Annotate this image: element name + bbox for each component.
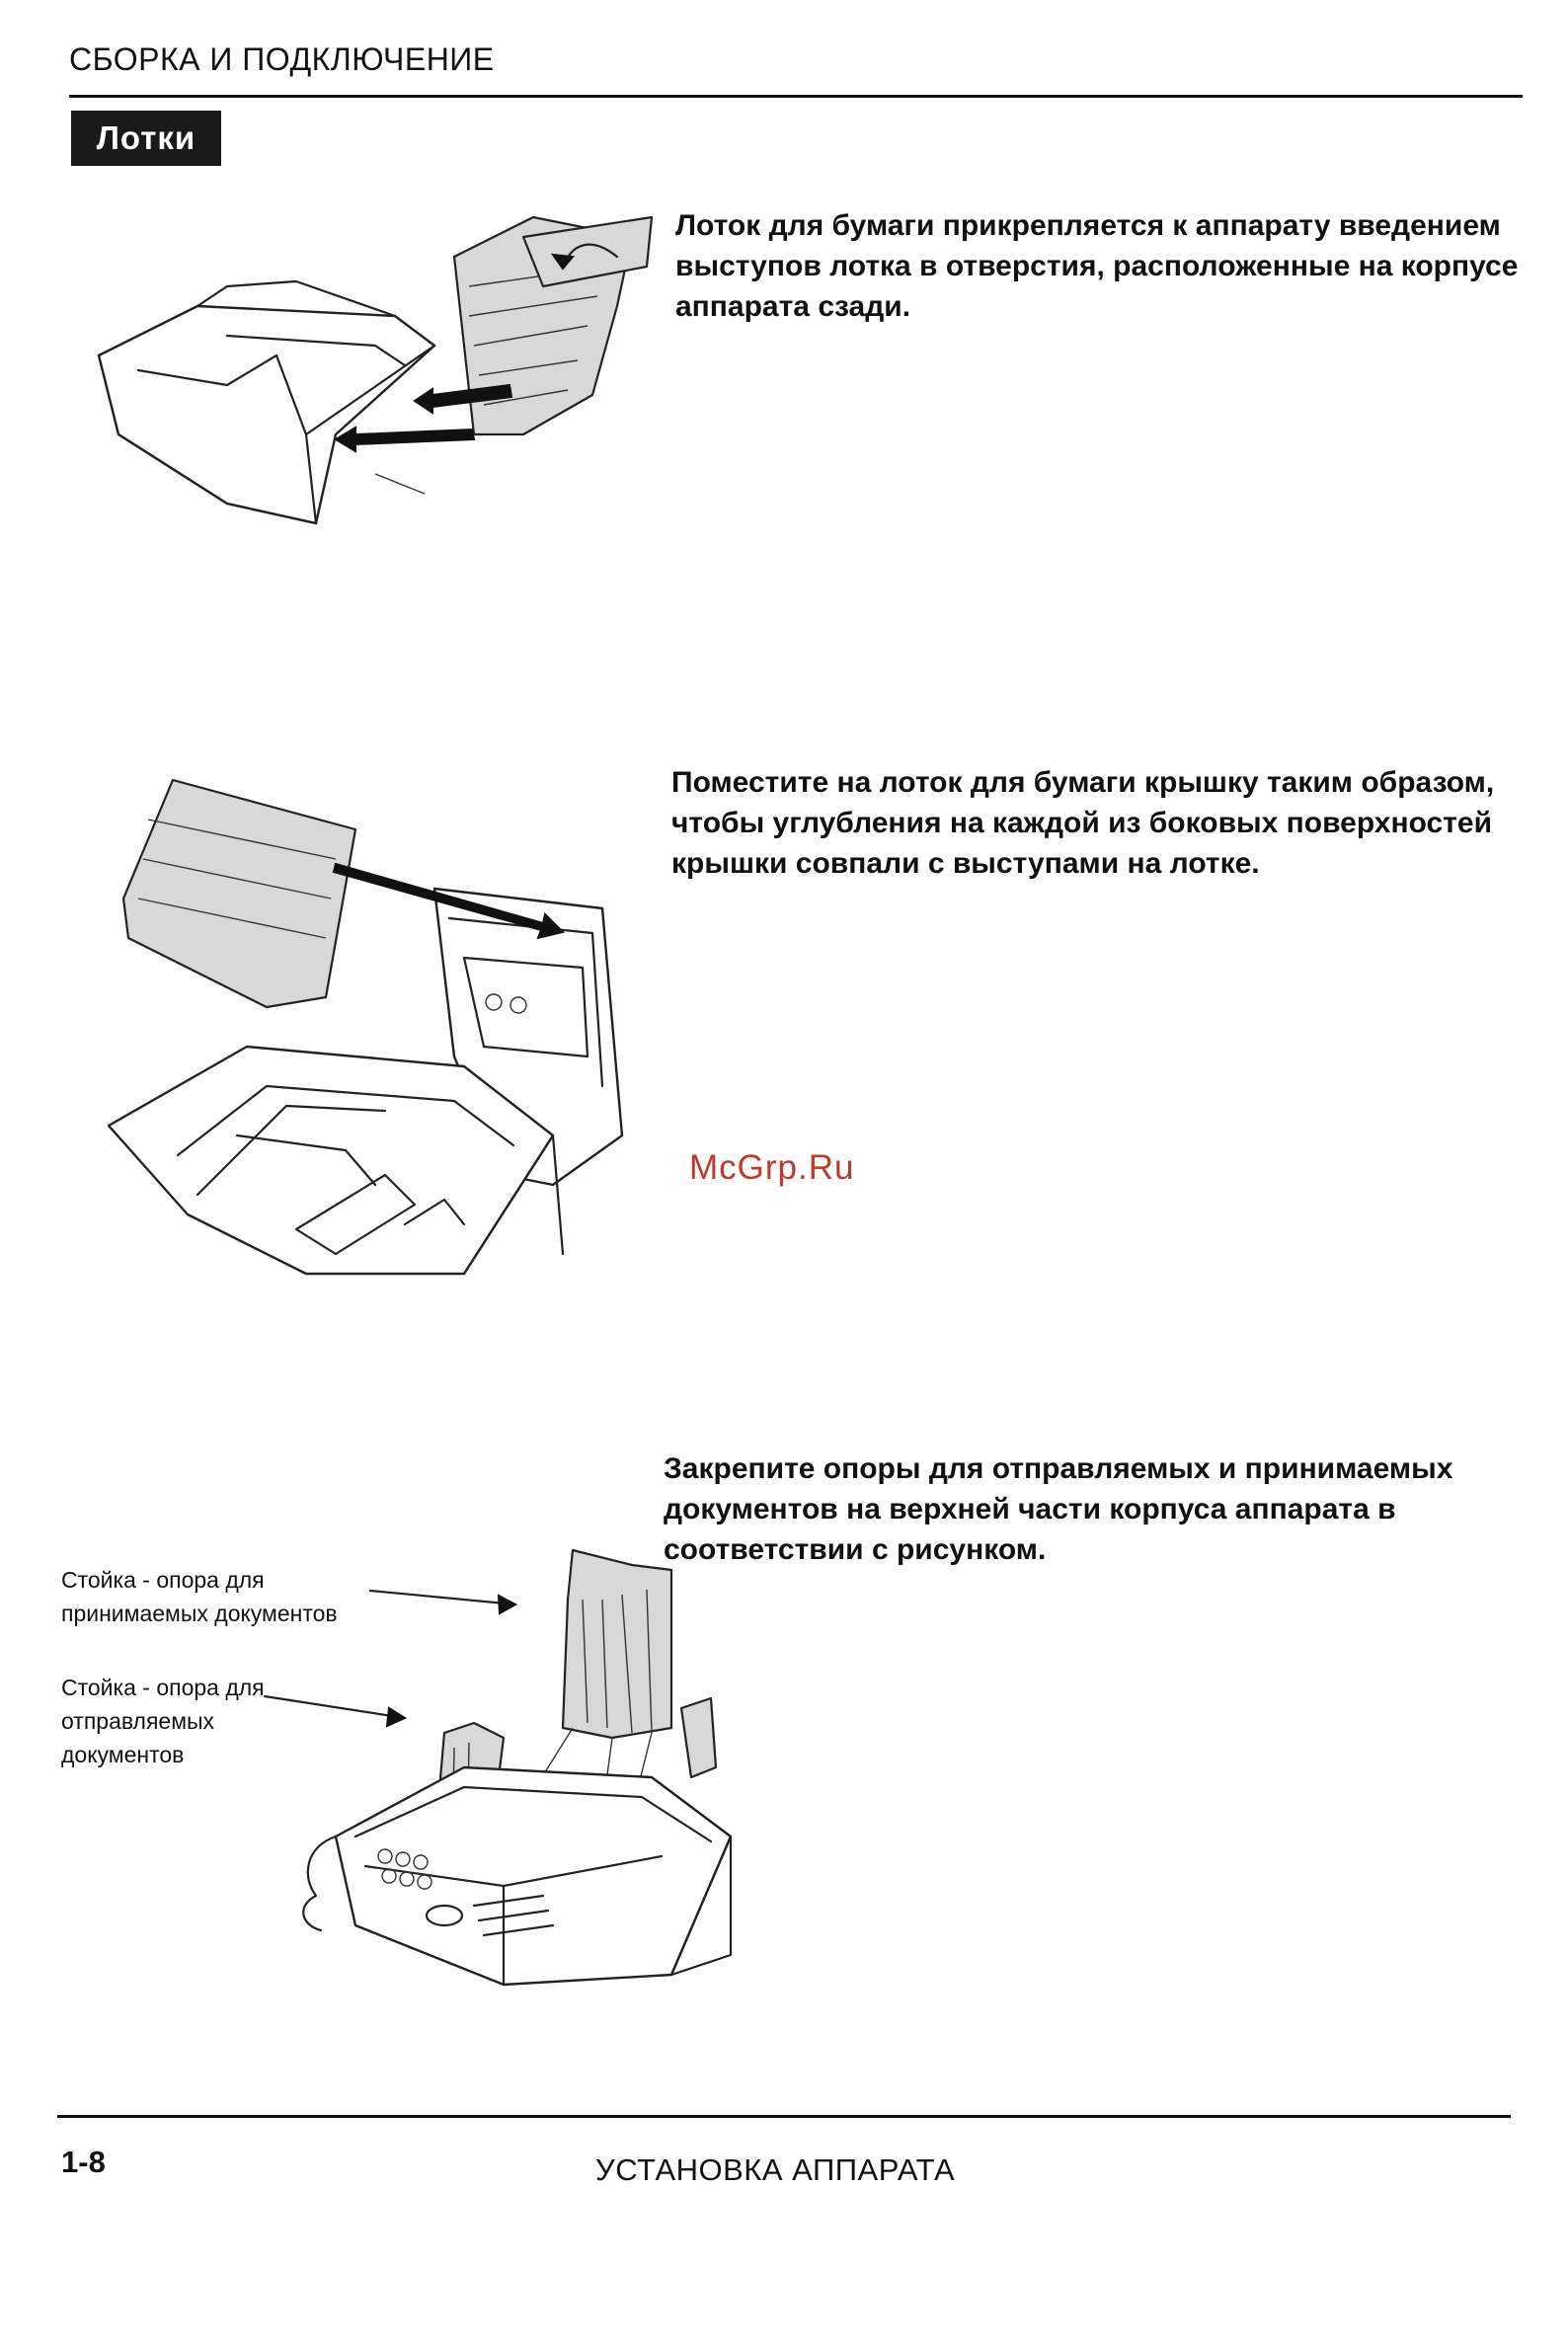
callout-received-support: Стойка - опора для принимаемых документов <box>61 1567 338 1626</box>
watermark: McGrp.Ru <box>689 1148 855 1187</box>
page-header-title: СБОРКА И ПОДКЛЮЧЕНИЕ <box>69 41 495 77</box>
step-2-instruction: Поместите на лоток для бумаги крышку таким образом, чтобы углубления на каждой из боковых поверхностей крышки совпали с выступами на лотке. <box>671 766 1495 880</box>
step-3-instruction: Закрепите опоры для отправляемых и принимаемых документов на верхней части корпуса аппарата в соответствии с рисунком. <box>664 1452 1453 1566</box>
callout-arrow-received <box>370 1591 515 1604</box>
step-1-instruction: Лоток для бумаги прикрепляется к аппарату введением выступов лотка в отверстия, расположенные на корпусе аппарата сзади. <box>675 209 1519 323</box>
footer-title: УСТАНОВКА АППАРАТА <box>595 2152 956 2187</box>
callout-sent-support: Стойка - опора для отправляемых документов <box>61 1675 265 1767</box>
page-number: 1-8 <box>61 2145 106 2179</box>
footer-divider <box>57 2115 1511 2118</box>
section-label: Лотки <box>71 111 221 166</box>
callout-arrow-sent <box>265 1696 405 1718</box>
